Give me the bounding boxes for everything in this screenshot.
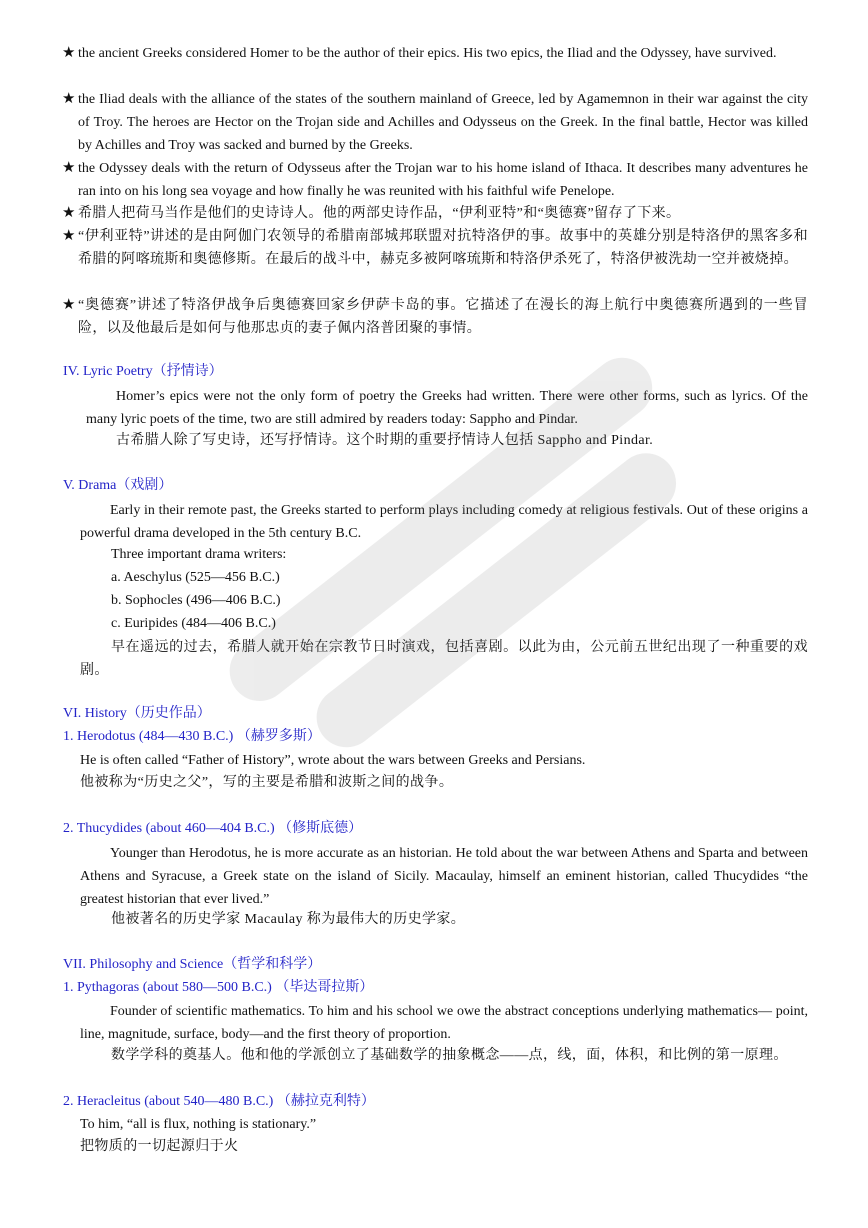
pythagoras-paragraph-zh: 数学学科的奠基人。他和他的学派创立了基础数学的抽象概念——点，线，面，体积，和比例的第一原理。 — [111, 1048, 788, 1063]
star-bullet: ★ — [62, 297, 76, 313]
star-bullet: ★ — [62, 45, 76, 61]
section-heading-philosophy: VII. Philosophy and Science（哲学和科学） — [63, 957, 322, 972]
star-bullet: ★ — [62, 160, 76, 176]
thucydides-paragraph-zh: 他被著名的历史学家 Macaulay 称为最伟大的历史学家。 — [111, 912, 466, 927]
thucydides-paragraph-en: Younger than Herodotus, he is more accurate as an historian. He told about the war between Athens and Sparta and between Athens and Syracuse, a Greek state on the island of Sicily. Macaulay, himself an eminent historian, called Thucydides “the greatest historian that ever lived.” — [80, 846, 808, 907]
watermark-band — [304, 441, 688, 759]
star-bullet: ★ — [62, 228, 76, 244]
bullet-en-homer: the ancient Greeks considered Homer to be the author of their epics. His two epics, the Iliad and the Odyssey, have survived. — [78, 46, 777, 61]
star-bullet: ★ — [62, 91, 76, 107]
lyric-paragraph-en: Homer’s epics were not the only form of poetry the Greeks had written. There were other forms, such as lyrics. Of the many lyric poets of the time, two are still admired by readers today: Sappho and Pindar. — [86, 389, 808, 427]
bullet-zh-odyssey: “奥德赛”讲述了特洛伊战争后奥德赛回家乡伊萨卡岛的事。它描述了在漫长的海上航行中奥德赛所遇到的一些冒险，以及他最后是如何与他那忠贞的妻子佩内洛普团聚的事情。 — [78, 298, 808, 336]
drama-writers-intro: Three important drama writers: — [111, 547, 287, 562]
pythagoras-paragraph-en: Founder of scientific mathematics. To him and his school we owe the abstract conceptions underlying mathematics— point, line, magnitude, surface, body—and the first theory of proportion. — [80, 1004, 808, 1042]
watermark-stamp — [193, 376, 727, 895]
section-heading-lyric-poetry: IV. Lyric Poetry（抒情诗） — [63, 364, 223, 379]
star-bullet: ★ — [62, 205, 76, 221]
subheading-thucydides: 2. Thucydides (about 460—404 B.C.) （修斯底德） — [63, 821, 363, 836]
drama-writer-item: a. Aeschylus (525—456 B.C.) — [111, 570, 280, 585]
herodotus-text-en: He is often called “Father of History”, wrote about the wars between Greeks and Persians. — [80, 753, 586, 768]
bullet-zh-iliad: “伊利亚特”讲述的是由阿伽门农领导的希腊南部城邦联盟对抗特洛伊的事。故事中的英雄分别是特洛伊的黑客多和希腊的阿喀琉斯和奥德修斯。在最后的战斗中，赫克多被阿喀琉斯和特洛伊杀死了，特洛伊被洗劫一空并被烧掉。 — [78, 229, 808, 267]
herodotus-text-zh: 他被称为“历史之父”，写的主要是希腊和波斯之间的战争。 — [80, 775, 454, 790]
subheading-pythagoras: 1. Pythagoras (about 580—500 B.C.) （毕达哥拉斯） — [63, 980, 374, 995]
bullet-zh-homer: 希腊人把荷马当作是他们的史诗诗人。他的两部史诗作品，“伊利亚特”和“奥德赛”留存了下来。 — [78, 206, 681, 221]
section-heading-drama: V. Drama（戏剧） — [63, 478, 173, 493]
subheading-herodotus: 1. Herodotus (484—430 B.C.) （赫罗多斯） — [63, 729, 321, 744]
bullet-en-odyssey: the Odyssey deals with the return of Odysseus after the Trojan war to his home island of Ithaca. It describes many adventures he ran into on his long sea voyage and how finally he was reunited with his faithful wife Penelope. — [78, 161, 808, 199]
heracleitus-text-zh: 把物质的一切起源归于火 — [80, 1139, 239, 1154]
heracleitus-text-en: To him, “all is flux, nothing is stationary.” — [80, 1117, 317, 1132]
drama-writer-item: b. Sophocles (496—406 B.C.) — [111, 593, 281, 608]
bullet-en-iliad: the Iliad deals with the alliance of the states of the southern mainland of Greece, led by Agamemnon in their war against the city of Troy. The heroes are Hector on the Trojan side and Achilles and Odysseus on the Greek. In the final battle, Hector was killed by Achilles and Troy was sacked and burned by the Greeks. — [78, 92, 808, 153]
drama-writer-item: c. Euripides (484—406 B.C.) — [111, 616, 276, 631]
drama-paragraph-en: Early in their remote past, the Greeks started to perform plays including comedy at religious festivals. Out of these origins a powerful drama developed in the 5th century B.C. — [80, 503, 808, 541]
drama-paragraph-zh: 早在遥远的过去，希腊人就开始在宗教节日时演戏，包括喜剧。以此为由，公元前五世纪出现了一种重要的戏剧。 — [80, 640, 808, 678]
subheading-heracleitus: 2. Heracleitus (about 540—480 B.C.) （赫拉克利特） — [63, 1094, 375, 1109]
section-heading-history: VI. History（历史作品） — [63, 706, 211, 721]
lyric-paragraph-zh: 古希腊人除了写史诗，还写抒情诗。这个时期的重要抒情诗人包括 Sappho and Pindar. — [116, 433, 654, 448]
